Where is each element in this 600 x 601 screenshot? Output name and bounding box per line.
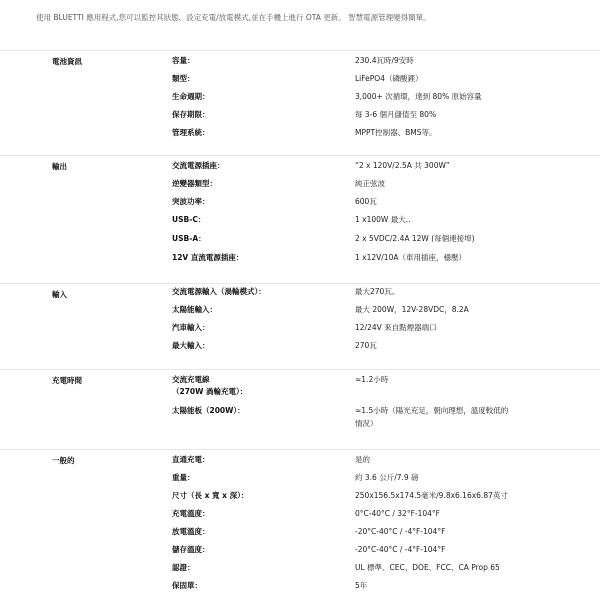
spec-label: 充電溫度：: [172, 509, 210, 518]
spec-label: 最大輸入：: [172, 341, 210, 350]
spec-label: 太陽能輸入：: [172, 305, 217, 314]
spec-value: 600瓦: [355, 197, 377, 206]
spec-label: USB-C：: [172, 215, 206, 224]
spec-value: 約 3.6 公斤/7.9 磅: [355, 473, 419, 482]
spec-label-continued: （270W 渦輪充電）：: [172, 387, 248, 396]
spec-value: 最大270瓦。: [355, 287, 400, 296]
spec-label: 交流電源輸入（渦輪模式）：: [172, 287, 266, 296]
spec-value: 1 x12V/10A（車用插座，穩壓）: [355, 253, 466, 262]
spec-label: 逆變器類型：: [172, 179, 217, 188]
spec-label: 儲存溫度：: [172, 545, 210, 554]
spec-label: 放電溫度：: [172, 527, 210, 536]
section-general: [0, 449, 600, 601]
spec-label: 保存期限：: [172, 110, 210, 119]
spec-value: 250x156.5x174.5毫米/9.8x6.16x6.87英寸: [355, 491, 508, 500]
spec-value: 0°C-40°C / 32°F-104°F: [355, 509, 440, 518]
spec-value: LiFePO4（磷酸鋰）: [355, 74, 423, 83]
spec-value: UL 標準、CEC、DOE、FCC、CA Prop 65: [355, 563, 500, 572]
spec-value: -20°C-40°C / -4°F-104°F: [355, 545, 446, 554]
spec-label: 重量：: [172, 473, 195, 482]
spec-label: 交流充電線: [172, 375, 210, 384]
spec-label: 類型：: [172, 74, 195, 83]
spec-value: ≈1.2小時: [355, 375, 389, 384]
spec-value: 是的: [355, 455, 370, 464]
spec-value: 12/24V 來自點煙器端口: [355, 323, 437, 332]
spec-value: -20°C-40°C / -4°F-104°F: [355, 527, 446, 536]
spec-value: 3,000+ 次循環，達到 80% 原始容量: [355, 92, 482, 101]
spec-label: 尺寸（長 x 寬 x 深）：: [172, 491, 249, 500]
spec-value: MPPT控制器、BMS等。: [355, 128, 437, 137]
spec-label: USB-A：: [172, 234, 206, 243]
spec-value: 1 x100W 最大..: [355, 215, 411, 224]
spec-label: 生命週期：: [172, 92, 210, 101]
section-title: 輸入: [52, 290, 67, 299]
spec-label: 直通充電：: [172, 455, 210, 464]
spec-label: 12V 直流電源插座：: [172, 253, 244, 262]
spec-label: 太陽能板（200W）：: [172, 406, 245, 415]
spec-value: 每 3-6 個月儲值至 80%: [355, 110, 437, 119]
spec-label: 保固單：: [172, 581, 202, 590]
spec-value: ≈1.5小時（陽光充足，朝向理想，溫度較低的: [355, 406, 509, 415]
spec-value: 5年: [355, 581, 368, 590]
intro-text: 使用 BLUETTI 應用程式,您可以監控其狀態、設定充電/放電模式,並在手機上進行 OTA 更新。 智慧電源管理變得簡單。: [36, 13, 431, 22]
spec-label: 交流電源插座：: [172, 161, 225, 170]
section-input: [0, 283, 600, 374]
spec-label: 容量：: [172, 56, 195, 65]
section-charging-time: [0, 369, 600, 450]
section-output: [0, 155, 600, 286]
section-title: 輸出: [52, 162, 67, 171]
section-battery-info: [0, 50, 600, 161]
spec-value: 230.4瓦時/9安時: [355, 56, 414, 65]
spec-label: 汽車輸入：: [172, 323, 210, 332]
spec-value: “2 x 120V/2.5A 共 300W”: [355, 161, 450, 170]
spec-value: 270瓦: [355, 341, 377, 350]
section-title: 充電時間: [52, 376, 82, 385]
spec-label: 突波功率：: [172, 197, 210, 206]
section-title: 電池資訊: [52, 57, 82, 66]
spec-value-continued: 情況）: [355, 419, 378, 428]
spec-value: 2 x 5VDC/2.4A 12W (每個連接埠): [355, 234, 475, 243]
spec-label: 管理系統：: [172, 128, 210, 137]
section-title: 一般的: [52, 456, 75, 465]
spec-label: 認證：: [172, 563, 195, 572]
spec-value: 最大 200W，12V-28VDC，8.2A: [355, 305, 469, 314]
spec-value: 純正弦波: [355, 179, 385, 188]
